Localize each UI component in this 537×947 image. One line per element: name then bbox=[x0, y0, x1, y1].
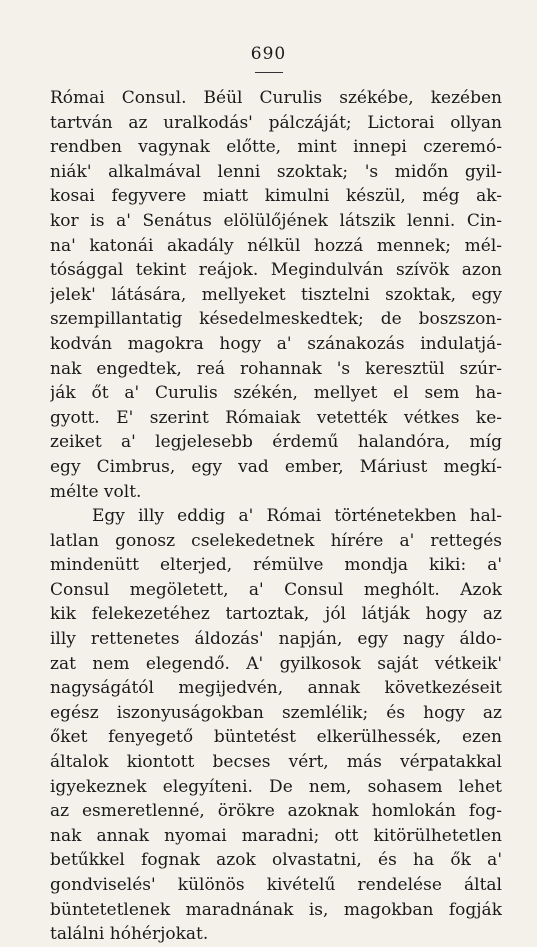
text-line: mélte volt. bbox=[50, 481, 142, 502]
text-line: szempillantatig késedelmeskedtek; de boszszon- bbox=[50, 309, 502, 330]
page-number: 690 bbox=[250, 44, 287, 64]
text-line: mindenütt elterjed, rémülve mondja kiki: a' bbox=[50, 555, 502, 576]
text-line: betűkkel fognak azok olvastatni, és ha ők a' bbox=[50, 850, 502, 871]
text-line: nak engedtek, reá rohannak 's keresztül szúr- bbox=[50, 358, 502, 379]
text-line: igyekeznek elegyíteni. De nem, sohasem lehet bbox=[50, 776, 502, 797]
text-line: kor is a' Senátus elölülőjének látszik lenni. Cin- bbox=[50, 210, 502, 231]
text-line: Egy illy eddig a' Római történetekben hal- bbox=[92, 506, 502, 527]
text-line: jelek' látására, mellyeket tisztelni szoktak, egy bbox=[50, 284, 502, 305]
text-line: latlan gonosz cselekedetnek hírére a' rettegés bbox=[50, 530, 502, 551]
text-line: egy Cimbrus, egy vad ember, Máriust megkí- bbox=[50, 456, 502, 477]
text-line: tósággal tekint reájok. Megindulván szívök azon bbox=[50, 260, 502, 281]
header-rule bbox=[255, 72, 283, 73]
paragraph-1 bbox=[50, 86, 502, 504]
text-line: kosai fegyvere miatt kimulni készül, még ak- bbox=[50, 186, 502, 207]
text-line: kodván magokra hogy a' szánakozás indulatjá- bbox=[50, 333, 502, 354]
text-line: zat nem elegendő. A' gyilkosok saját vétkeik' bbox=[50, 653, 502, 674]
text-line: egész iszonyuságokban szemlélik; és hogy az bbox=[50, 702, 502, 723]
text-line: rendben vagynak előtte, mint innepi czeremó- bbox=[50, 137, 502, 158]
text-line: őket fenyegető büntetést elkerülhessék, ezen bbox=[50, 727, 502, 748]
text-line: nagyságától megijedvén, annak következéseit bbox=[50, 678, 502, 699]
text-line: ják őt a' Curulis székén, mellyet el sem ha- bbox=[50, 383, 502, 404]
text-line: na' katonái akadály nélkül hozzá mennek; mél- bbox=[50, 235, 502, 256]
text-line: nak annak nyomai maradni; ott kitörülhetetlen bbox=[50, 825, 502, 846]
text-line: illy rettenetes áldozás' napján, egy nagy áldo- bbox=[50, 629, 502, 650]
text-line: zeiket a' legjelesebb érdemű halandóra, míg bbox=[50, 432, 502, 453]
text-line: tartván az uralkodás' pálczáját; Lictorai ollyan bbox=[50, 112, 502, 133]
text-line: niák' alkalmával lenni szoktak; 's midőn gyil- bbox=[50, 161, 502, 182]
text-line: kik felekezetéhez tartoztak, jól látják hogy az bbox=[50, 604, 502, 625]
text-line: az esmeretlenné, örökre azoknak homlokán fog- bbox=[50, 801, 502, 822]
body-text bbox=[50, 86, 502, 947]
text-line: általok kiontott becses vért, más vérpatakkal bbox=[50, 752, 502, 773]
text-line: büntetetlenek maradnának is, magokban fogják bbox=[50, 899, 502, 920]
text-line: találni hóhérjokat. bbox=[50, 924, 209, 945]
text-line: Római Consul. Béül Curulis székébe, kezében bbox=[50, 88, 502, 108]
text-line: gondviselés' különös kivételű rendelése által bbox=[50, 875, 502, 895]
text-line: gyott. E' szerint Rómaiak vetették vétkes ke- bbox=[50, 407, 502, 428]
text-line: Consul megöletett, a' Consul meghólt. Azok bbox=[50, 579, 502, 600]
paragraph-2 bbox=[50, 504, 502, 947]
